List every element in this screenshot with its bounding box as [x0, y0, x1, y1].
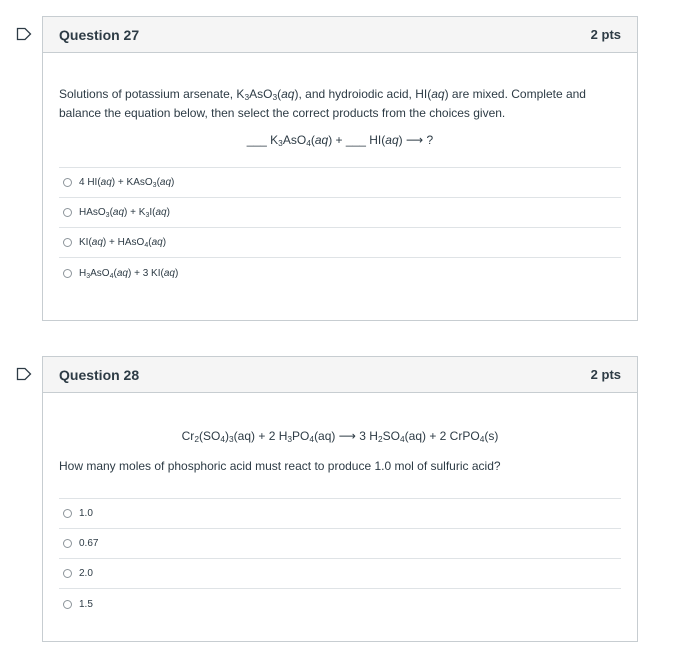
answer-label: 2.0	[79, 568, 93, 579]
equation: $Cr_2(SO_4)_3(aq) + 2$ $H_3PO_4(aq)$ ⟶ 3 $H_2SO_4(aq) + 2$ CrPO$_4$(s)	[181, 429, 499, 444]
eq-text: K	[266, 133, 279, 147]
prompt-text: balance the equation below, then select the correct products from the choices given.	[59, 106, 506, 120]
eq-subscript: 4	[306, 138, 311, 148]
reaction-arrow: ⟶	[405, 133, 424, 147]
question-title: Question 28	[59, 366, 140, 383]
question-27	[42, 16, 638, 321]
answer-option[interactable]	[59, 198, 621, 228]
question-title: Question 27	[59, 26, 140, 43]
equation	[59, 133, 621, 153]
answer-label: 4 HI(aq) + KAsO$_3$(aq)	[79, 177, 175, 189]
blank: ___	[246, 133, 267, 147]
question-body	[43, 53, 637, 288]
eq-text: (aq) +	[310, 133, 346, 147]
prompt-text: (aq), and hydroiodic acid, HI(aq) are mixed. Complete and	[277, 87, 586, 101]
question-prompt: How many moles of phosphoric acid must react to produce 1.0 mol of sulfuric acid?	[59, 459, 501, 473]
answer-option[interactable]	[59, 589, 621, 619]
answer-option[interactable]	[59, 559, 621, 589]
prompt-text: Solutions of potassium arsenate, K	[59, 87, 245, 101]
radio-button[interactable]	[63, 600, 72, 609]
answer-list	[59, 498, 621, 619]
answer-option[interactable]	[59, 529, 621, 559]
reaction-arrow: ⟶	[338, 429, 356, 443]
eq-subscript: 3	[278, 138, 283, 148]
prompt-subscript: 3	[272, 92, 278, 102]
answer-label: 1.5	[79, 598, 93, 610]
eq-text: AsO	[282, 133, 307, 147]
radio-button[interactable]	[63, 539, 72, 548]
answer-label: HAsO$_3$(aq) + $K_3I(aq)$	[79, 207, 170, 219]
answer-label: KI(aq) + HAsO$_4$(aq)	[79, 237, 167, 249]
answer-label: 0.67	[79, 538, 99, 549]
answer-option[interactable]	[59, 228, 621, 258]
question-prompt	[59, 53, 621, 123]
eq-text: ?	[423, 133, 434, 147]
answer-label: $H_3AsO_4(aq) + 3$ KI(aq)	[79, 267, 179, 280]
answer-option[interactable]	[59, 499, 621, 529]
question-header	[43, 357, 637, 393]
answer-option[interactable]	[59, 168, 621, 198]
question-28	[42, 356, 638, 642]
question-points: 2 pts	[590, 27, 621, 42]
question-header	[43, 17, 637, 53]
answer-option[interactable]	[59, 258, 621, 288]
flag-question-icon[interactable]	[16, 27, 32, 41]
prompt-text: AsO	[249, 87, 273, 101]
radio-button[interactable]	[63, 238, 72, 247]
radio-button[interactable]	[63, 208, 72, 217]
radio-button[interactable]	[63, 509, 72, 518]
answer-list	[59, 167, 621, 288]
flag-question-icon[interactable]	[16, 367, 32, 381]
prompt-subscript: 3	[244, 92, 250, 102]
radio-button[interactable]	[63, 569, 72, 578]
question-body	[43, 393, 637, 619]
question-points: 2 pts	[590, 367, 621, 382]
radio-button[interactable]	[63, 178, 72, 187]
eq-text: HI(aq)	[365, 133, 406, 147]
blank: ___	[345, 133, 366, 147]
answer-label: 1.0	[79, 508, 93, 519]
radio-button[interactable]	[63, 269, 72, 278]
